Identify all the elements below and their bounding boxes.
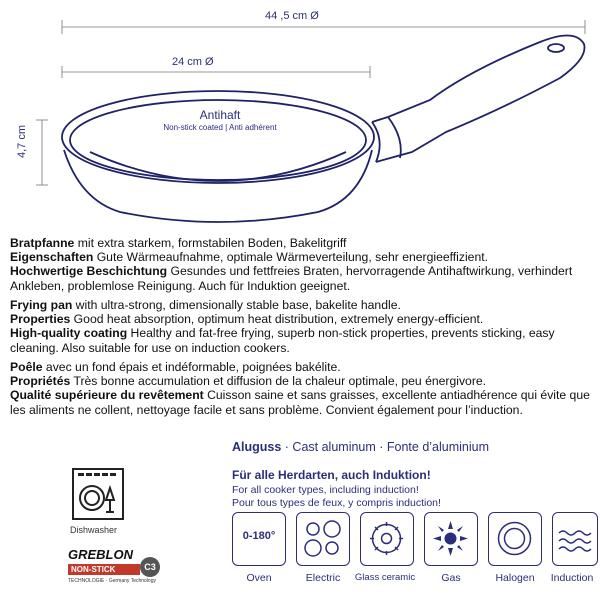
glass-ceramic-icon — [360, 512, 414, 566]
induction-icon — [552, 512, 598, 566]
dishwasher-label: Dishwasher — [70, 525, 118, 535]
cooker-title: Für alle Herdarten, auch Induktion! — [232, 468, 431, 482]
oven-label: Oven — [246, 572, 272, 584]
oven-temp: 0-180° — [242, 530, 276, 542]
greblon-logo — [64, 545, 164, 587]
desc-de-line-3: Hochwertige Beschichtung Gesundes und fettfreies Braten, hervorragende Antihaftwirkung, verhindert Ankleben, problemlose Reinigung. Auch für Induktion geeignet. — [10, 264, 573, 293]
halogen-icon — [488, 512, 542, 566]
desc-en-line-3: High-quality coating Healthy and fat-free frying, superb non-stick properties, prevents sticking, easy cleaning. Also suitable for use on induction cookers. — [10, 326, 555, 355]
desc-fr-line-3: Qualité supérieure du revêtement Cuisson saine et sans graisses, excellente antiadhérence qui évite que les aliments ne collent, nettoyage facile et sans problème. Convient également pour l’induction. — [10, 388, 590, 417]
desc-fr-line-1: Poêle avec un fond épais et indéformable, poignées bakélite. — [10, 360, 341, 374]
induction-label: Induction — [550, 572, 594, 584]
oven-icon — [232, 512, 286, 566]
description-de — [10, 236, 590, 293]
gas-label: Gas — [441, 572, 461, 584]
cooker-subtitle-fr: Pour tous types de feux, y compris induction! — [232, 497, 441, 509]
gas-icon — [424, 512, 478, 566]
pan-coating-title: Antihaft — [199, 108, 241, 122]
electric-icon — [296, 512, 350, 566]
electric-label: Electric — [305, 572, 341, 584]
dishwasher-icon — [72, 468, 124, 520]
greblon-grade: C3 — [140, 557, 160, 577]
glass-ceramic-label: Glass ceramic — [354, 572, 416, 583]
desc-en-line-2: Properties Good heat absorption, optimum heat distribution, extremely energy-efficient. — [10, 312, 484, 327]
greblon-brand: GREBLON — [68, 547, 133, 562]
desc-de-line-2: Eigenschaften Gute Wärmeaufnahme, optimale Wärmeverteilung, sehr energieeffizient. — [10, 250, 489, 265]
halogen-label: Halogen — [495, 572, 535, 584]
desc-en-line-1: Frying pan with ultra-strong, dimensionally stable base, bakelite handle. — [10, 298, 401, 312]
description-fr — [10, 360, 590, 417]
greblon-small: TECHNOLOGIE · Germany Technology — [68, 578, 156, 584]
total-width-label: 44 ,5 cm Ø — [265, 10, 319, 22]
cooker-subtitle-en: For all cooker types, including induction! — [232, 484, 419, 496]
greblon-sub: NON-STICK — [68, 564, 140, 575]
material-line: Aluguss · Cast aluminum · Fonte d’aluminium — [232, 440, 490, 454]
diameter-label: 24 cm Ø — [172, 56, 214, 68]
description-en — [10, 298, 590, 355]
pan-coating-subtitle: Non-stick coated | Anti adhérent — [163, 123, 277, 132]
height-label: 4,7 cm — [16, 124, 28, 158]
pan-diagram — [0, 0, 600, 240]
desc-de-line-1: Bratpfanne mit extra starkem, formstabilen Boden, Bakelitgriff — [10, 236, 347, 250]
desc-fr-line-2: Propriétés Très bonne accumulation et diffusion de la chaleur optimale, peu énergivore. — [10, 374, 487, 389]
